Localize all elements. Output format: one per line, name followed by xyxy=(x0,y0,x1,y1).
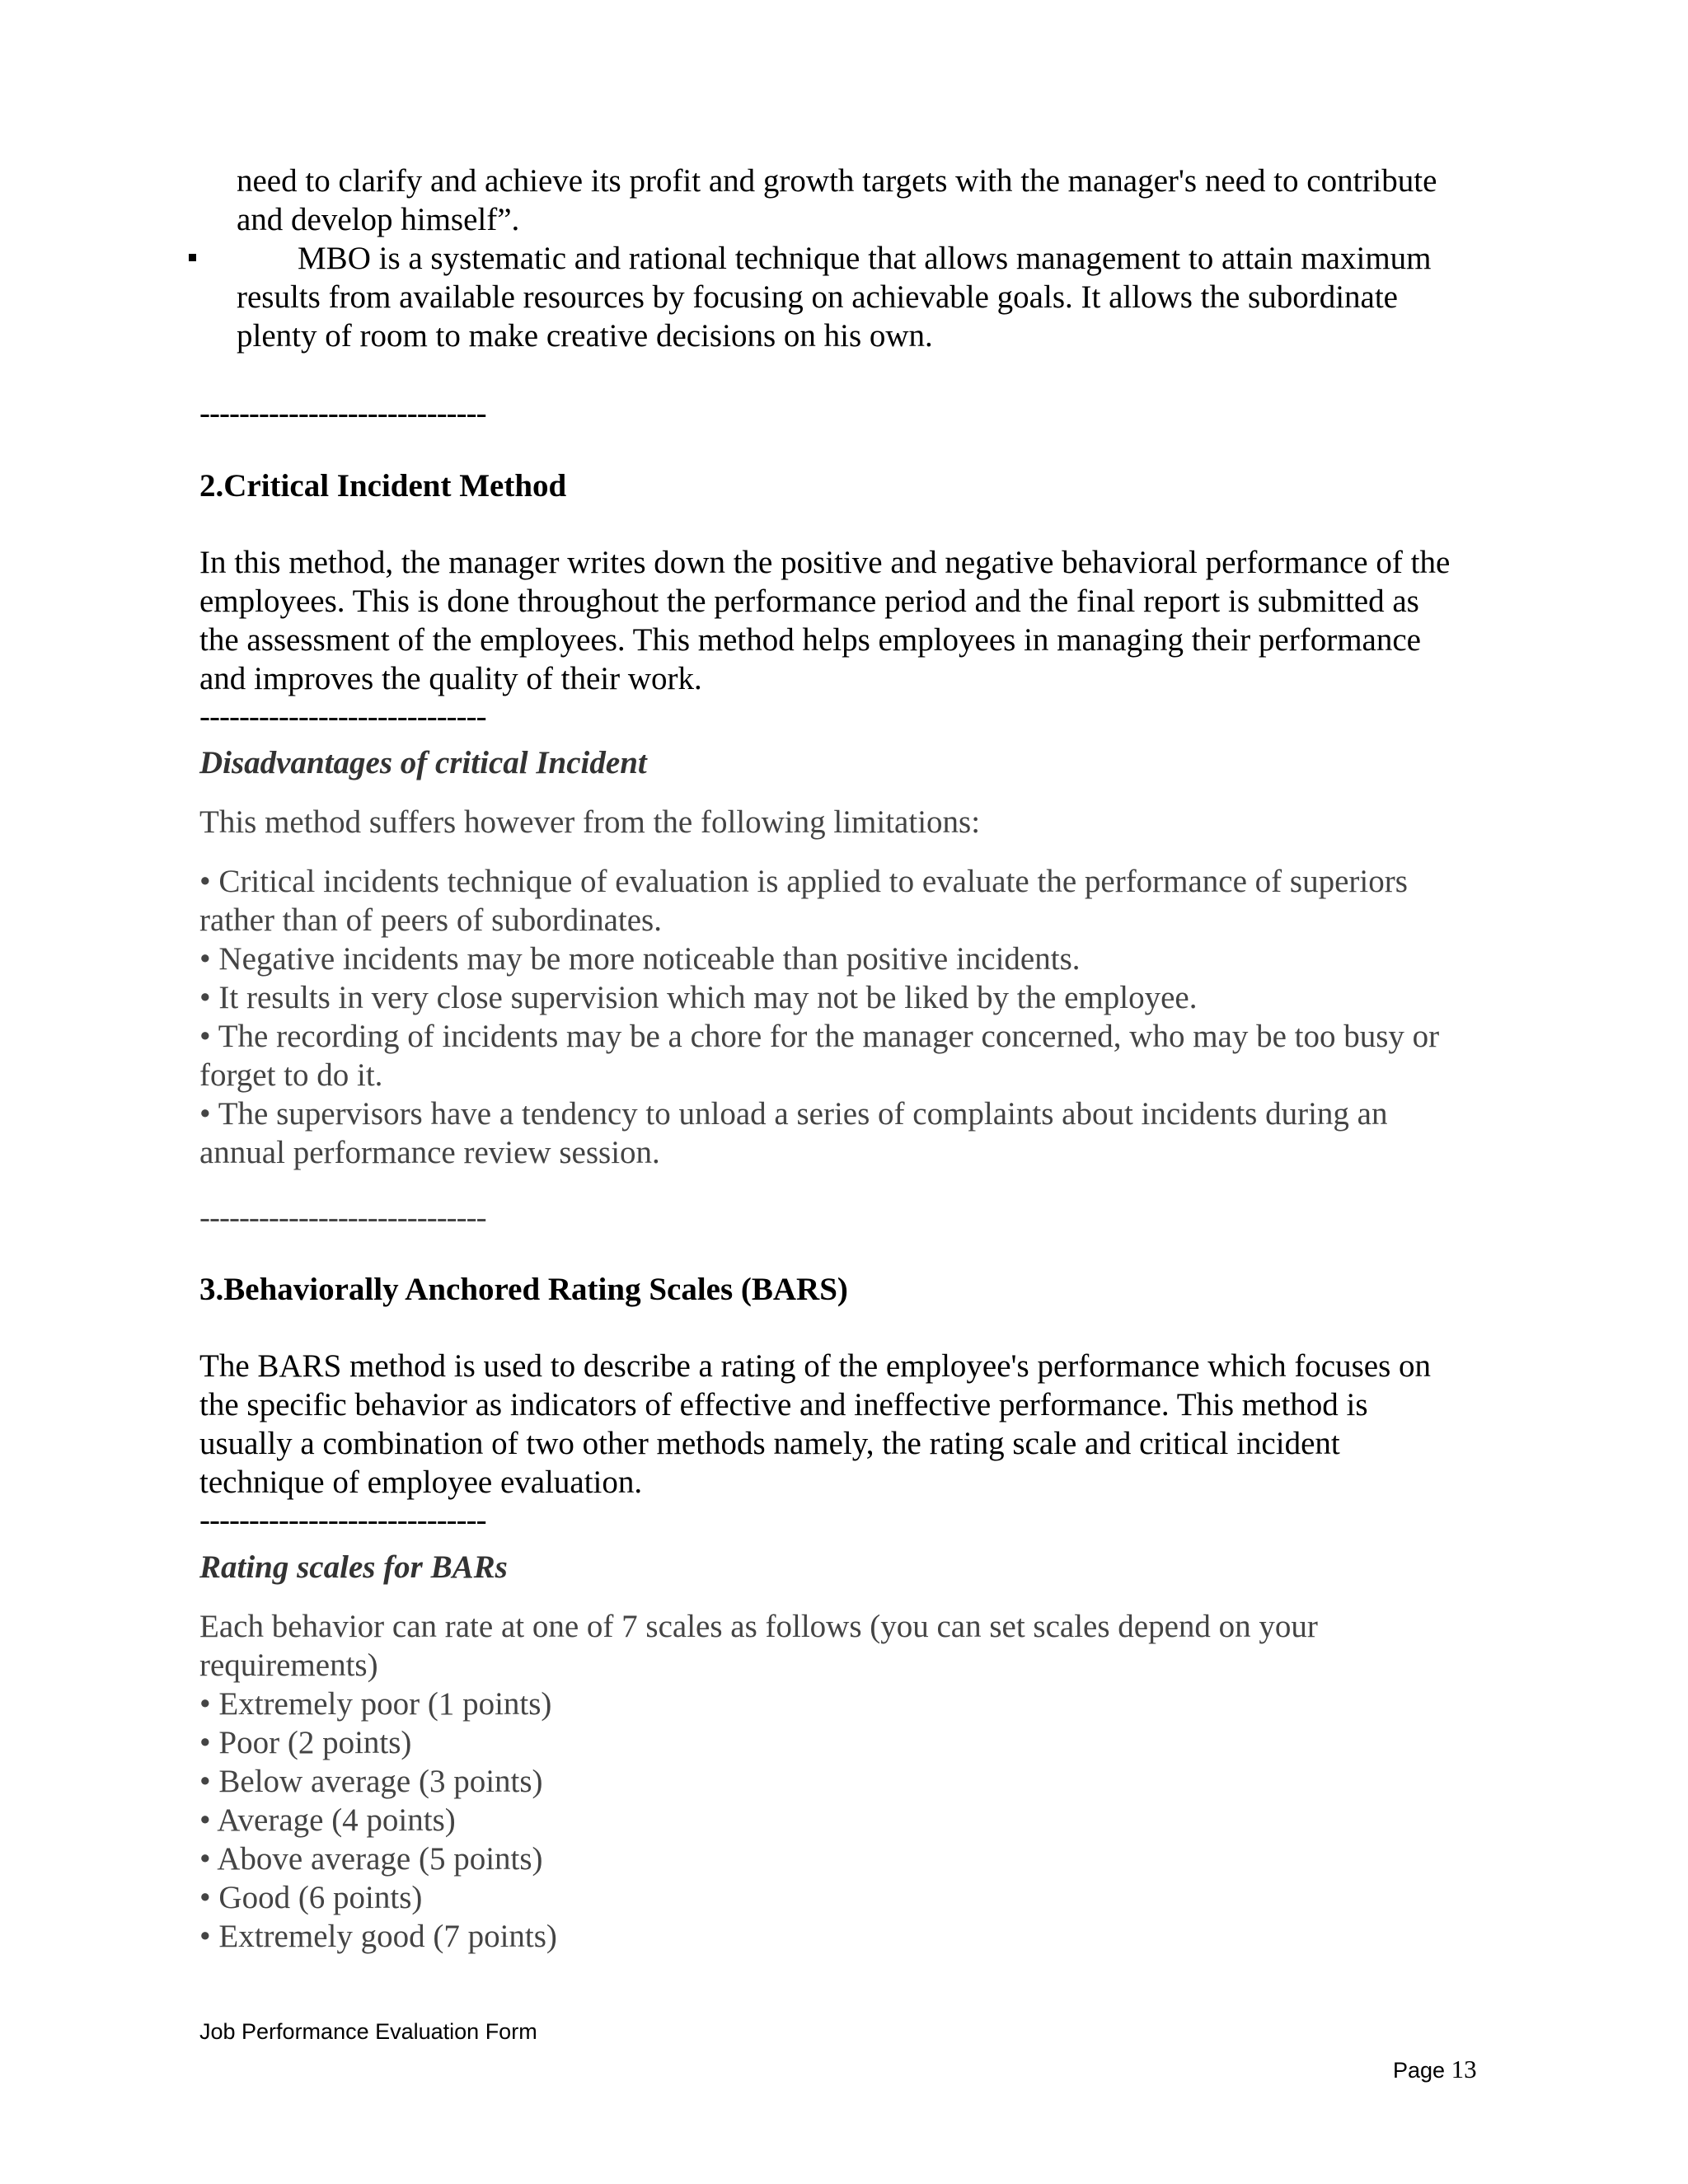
list-item: • Negative incidents may be more noticeable than positive incidents. xyxy=(199,941,1081,977)
continued-text xyxy=(237,162,1506,239)
section-paragraph xyxy=(199,1347,1502,1502)
page-number xyxy=(1393,2055,1477,2085)
section-paragraph xyxy=(199,543,1502,698)
list-item: • Poor (2 points) xyxy=(199,1725,412,1760)
separator: ----------------------------- xyxy=(199,1200,486,1235)
page-label: Page xyxy=(1393,2058,1451,2083)
list-item: annual performance review session. xyxy=(199,1135,660,1170)
list-item: • Average (4 points) xyxy=(199,1802,456,1838)
page-number-value: 13 xyxy=(1451,2055,1477,2083)
mbo-bullet-text xyxy=(237,239,1506,355)
subheading: Rating scales for BARs xyxy=(199,1549,508,1585)
list-item: • Extremely good (7 points) xyxy=(199,1919,557,1954)
text-line: technique of employee evaluation. xyxy=(199,1465,643,1500)
list-item: forget to do it. xyxy=(199,1057,383,1093)
text-line: requirements) xyxy=(199,1647,378,1683)
text-line: the assessment of the employees. This method helps employees in managing their performance xyxy=(199,622,1421,658)
text-line: The BARS method is used to describe a rating of the employee's performance which focuses on xyxy=(199,1348,1432,1384)
subheading: Disadvantages of critical Incident xyxy=(199,745,647,780)
list-item: • It results in very close supervision which may not be liked by the employee. xyxy=(199,980,1198,1015)
text-line: plenty of room to make creative decisions on his own. xyxy=(237,318,933,354)
separator: ----------------------------- xyxy=(199,1502,486,1538)
text-line: In this method, the manager writes down the positive and negative behavioral performance of the xyxy=(199,545,1451,580)
text-line: MBO is a systematic and rational technique that allows management to attain maximum xyxy=(298,241,1432,276)
separator: ----------------------------- xyxy=(199,396,486,431)
limitations-list xyxy=(199,862,1502,1172)
separator: ----------------------------- xyxy=(199,699,486,734)
list-item: rather than of peers of subordinates. xyxy=(199,902,662,938)
list-item: • Below average (3 points) xyxy=(199,1764,543,1799)
text-line: usually a combination of two other methods namely, the rating scale and critical incident xyxy=(199,1426,1340,1461)
text-line: and develop himself”. xyxy=(237,202,520,237)
scales-list xyxy=(199,1607,1502,1956)
square-bullet-icon xyxy=(189,254,196,261)
list-item: • The supervisors have a tendency to unload a series of complaints about incidents during an xyxy=(199,1096,1388,1132)
list-item: • Good (6 points) xyxy=(199,1880,423,1915)
section-heading: 2.Critical Incident Method xyxy=(199,468,567,504)
text-line: need to clarify and achieve its profit and growth targets with the manager's need to contribute xyxy=(237,163,1437,199)
list-item: • Critical incidents technique of evaluation is applied to evaluate the performance of superiors xyxy=(199,864,1408,899)
list-item: • The recording of incidents may be a chore for the manager concerned, who may be too busy or xyxy=(199,1019,1440,1054)
limitations-intro: This method suffers however from the following limitations: xyxy=(199,804,981,840)
text-line: and improves the quality of their work. xyxy=(199,661,702,696)
footer-title: Job Performance Evaluation Form xyxy=(199,2019,537,2044)
text-line: Each behavior can rate at one of 7 scales as follows (you can set scales depend on your xyxy=(199,1609,1318,1644)
list-item: • Above average (5 points) xyxy=(199,1841,543,1877)
list-item: • Extremely poor (1 points) xyxy=(199,1686,552,1722)
text-line: results from available resources by focusing on achievable goals. It allows the subordinate xyxy=(237,279,1398,315)
section-heading: 3.Behaviorally Anchored Rating Scales (BARS) xyxy=(199,1272,848,1307)
text-line: employees. This is done throughout the performance period and the final report is submitted as xyxy=(199,583,1419,619)
text-line: the specific behavior as indicators of effective and ineffective performance. This method is xyxy=(199,1387,1368,1422)
